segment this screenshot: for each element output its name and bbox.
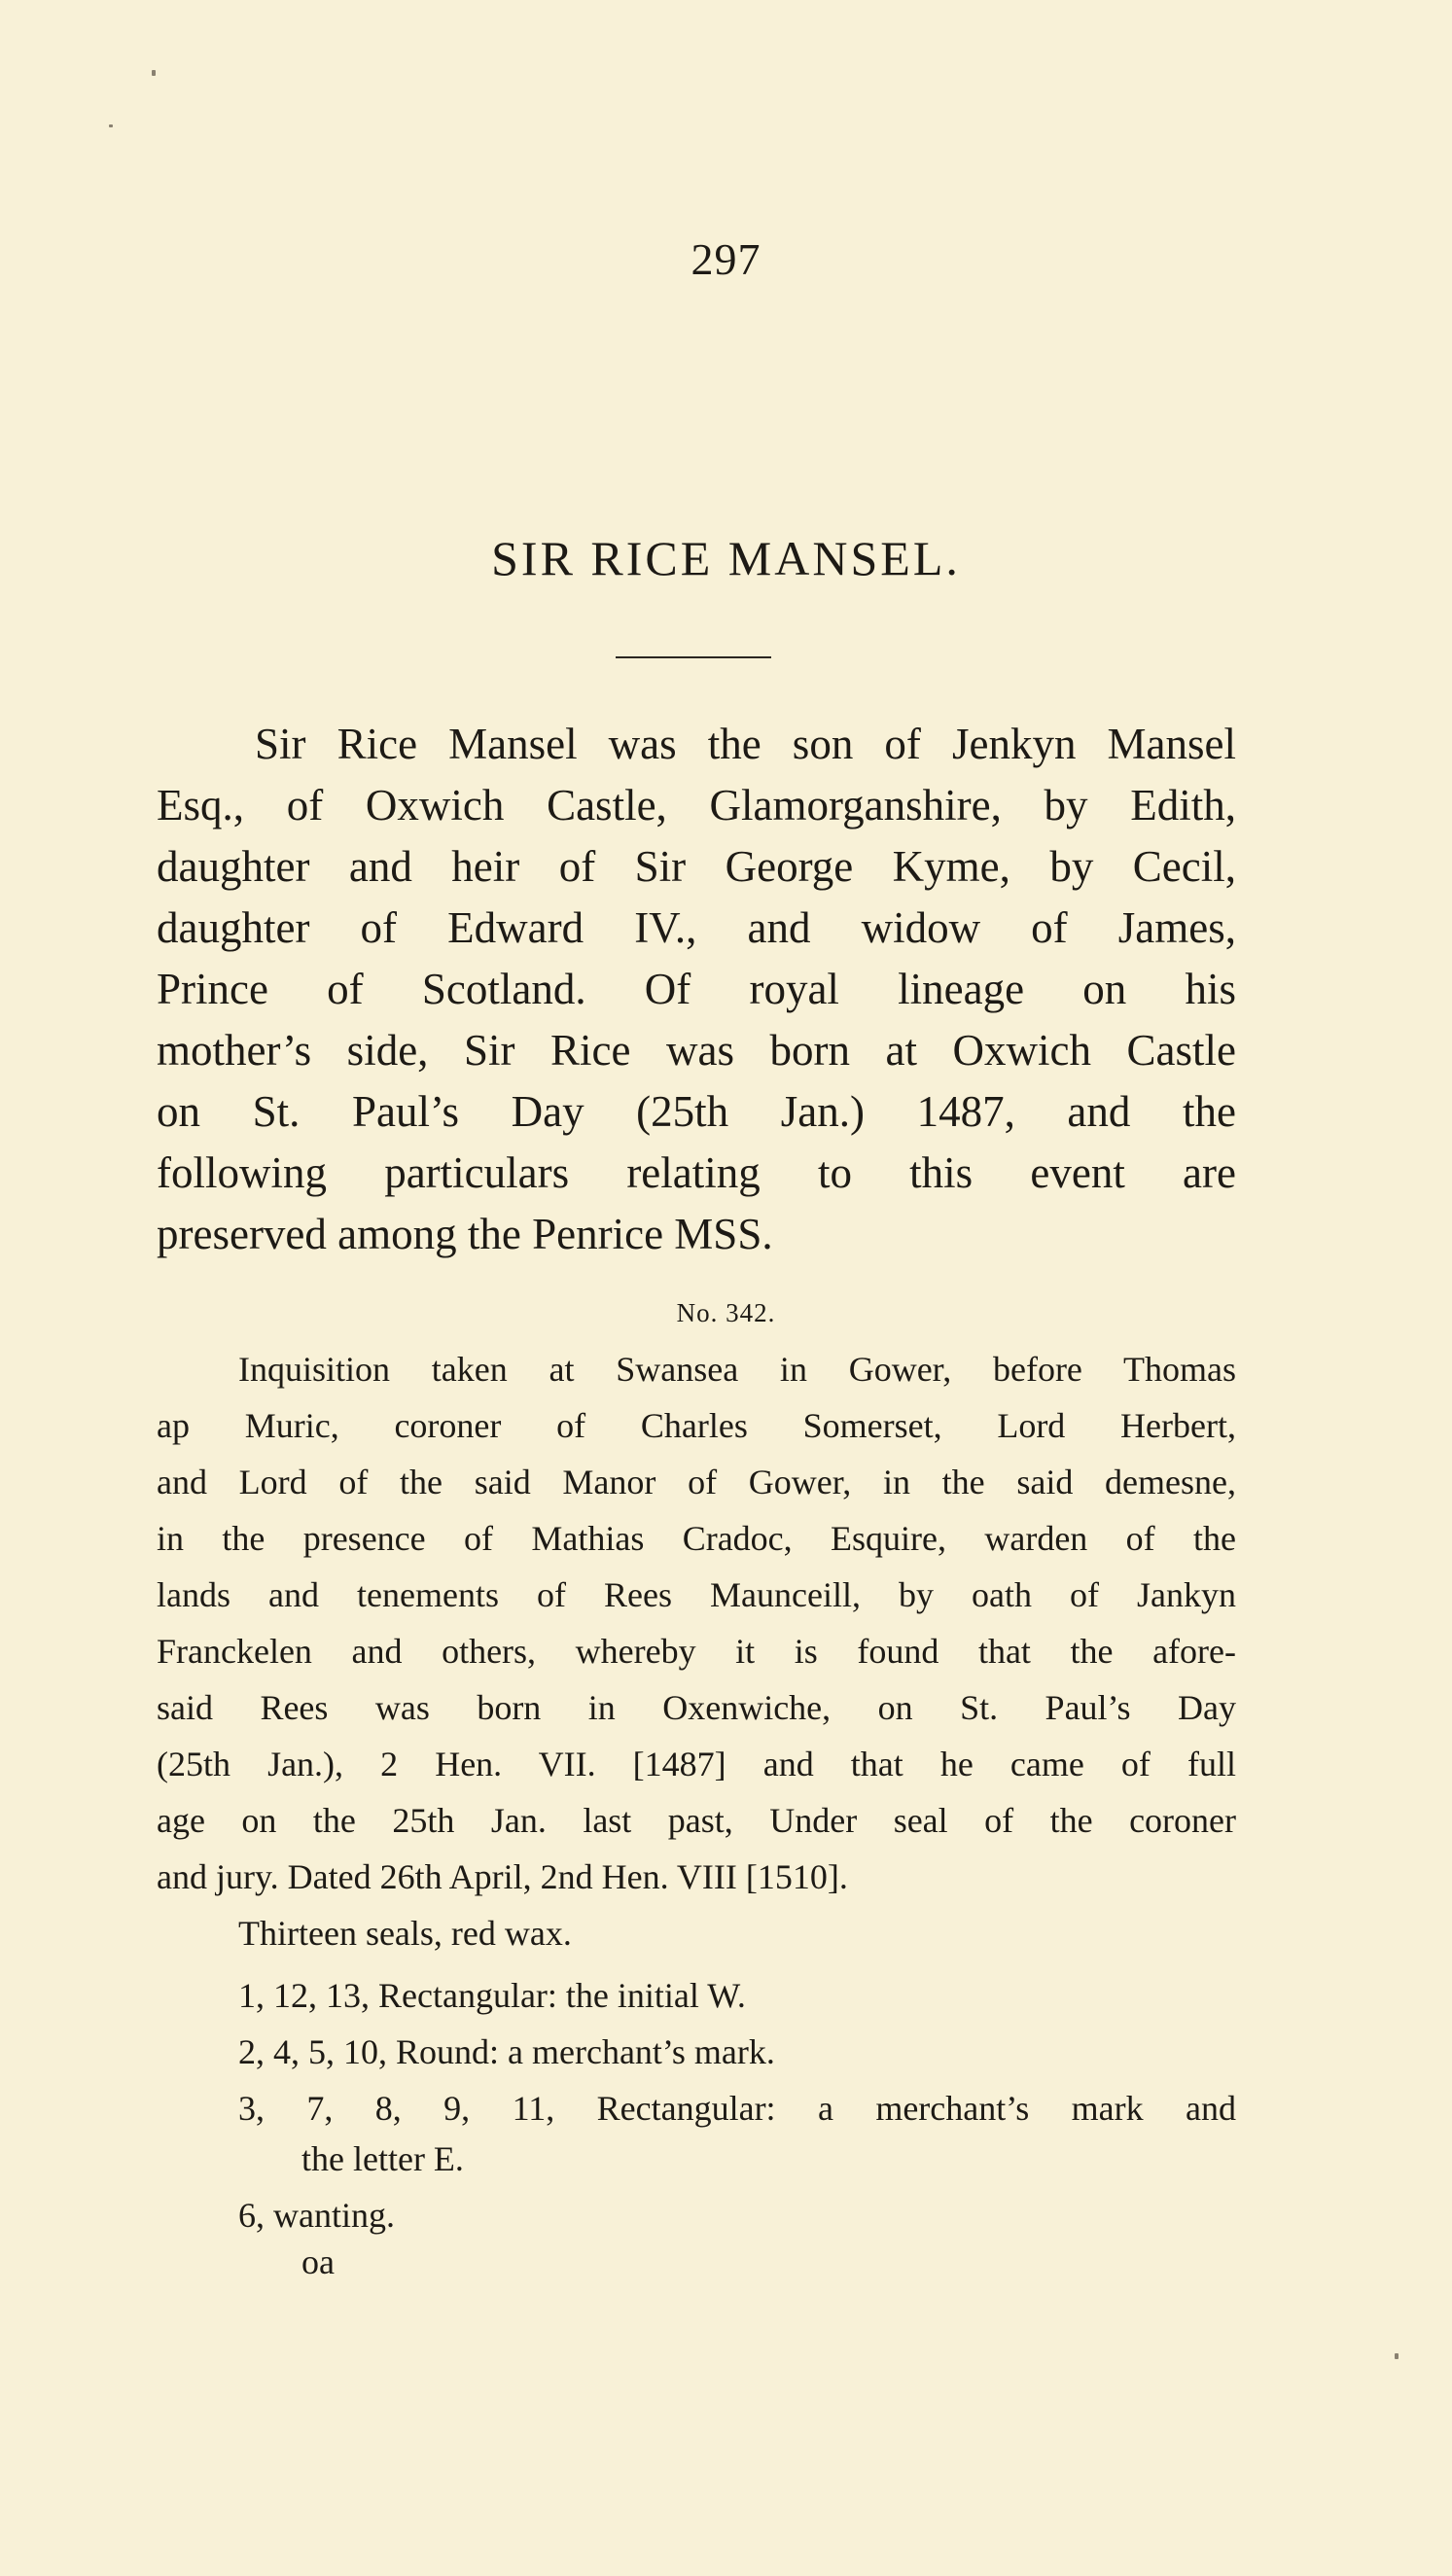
narrative-line: Sir Rice Mansel was the son of Jenkyn Mansel bbox=[255, 720, 1236, 768]
paper-speck bbox=[109, 124, 113, 127]
abstract-line: Franckelen and others, whereby it is found that the afore- bbox=[157, 1632, 1236, 1671]
narrative-line: preserved among the Penrice MSS. bbox=[157, 1210, 773, 1258]
narrative-line: Esq., of Oxwich Castle, Glamorganshire, by Edith, bbox=[157, 781, 1236, 829]
narrative-line: mother’s side, Sir Rice was born at Oxwich Castle bbox=[157, 1026, 1236, 1075]
abstract-line: ap Muric, coroner of Charles Somerset, Lord Herbert, bbox=[157, 1406, 1236, 1445]
paper-speck bbox=[1395, 2353, 1399, 2359]
seal-entry: 1, 12, 13, Rectangular: the initial W. bbox=[238, 1976, 746, 2015]
abstract-line: age on the 25th Jan. last past, Under seal of the coroner bbox=[157, 1801, 1236, 1840]
abstract-line: in the presence of Mathias Cradoc, Esquire, warden of the bbox=[157, 1519, 1236, 1558]
seal-summary: Thirteen seals, red wax. bbox=[238, 1914, 572, 1953]
narrative-line: on St. Paul’s Day (25th Jan.) 1487, and the bbox=[157, 1087, 1236, 1136]
abstract-line: and Lord of the said Manor of Gower, in the said demesne, bbox=[157, 1463, 1236, 1501]
narrative-line: Prince of Scotland. Of royal lineage on his bbox=[157, 965, 1236, 1013]
page-number: 297 bbox=[691, 234, 761, 284]
chapter-title: SIR RICE MANSEL. bbox=[491, 531, 961, 585]
seal-entry: 2, 4, 5, 10, Round: a merchant’s mark. bbox=[238, 2032, 775, 2071]
seal-entry-continuation: the letter E. bbox=[301, 2139, 464, 2178]
abstract-line: and jury. Dated 26th April, 2nd Hen. VIII [1510]. bbox=[157, 1857, 848, 1896]
seal-entry: 6, wanting. bbox=[238, 2196, 395, 2235]
printer-signature-mark: oa bbox=[301, 2242, 335, 2281]
seal-entry: 3, 7, 8, 9, 11, Rectangular: a merchant’s mark and bbox=[238, 2089, 1236, 2128]
abstract-line: lands and tenements of Rees Maunceill, by oath of Jankyn bbox=[157, 1575, 1236, 1614]
abstract-line: Inquisition taken at Swansea in Gower, before Thomas bbox=[238, 1350, 1236, 1389]
abstract-line: said Rees was born in Oxenwiche, on St. Paul’s Day bbox=[157, 1688, 1236, 1727]
document-number: No. 342. bbox=[676, 1298, 776, 1327]
narrative-line: following particulars relating to this event are bbox=[157, 1148, 1236, 1197]
narrative-line: daughter of Edward IV., and widow of James, bbox=[157, 903, 1236, 952]
paper-speck bbox=[152, 70, 156, 76]
narrative-line: daughter and heir of Sir George Kyme, by Cecil, bbox=[157, 842, 1236, 891]
title-rule bbox=[616, 656, 771, 658]
abstract-line: (25th Jan.), 2 Hen. VII. [1487] and that he came of full bbox=[157, 1745, 1236, 1783]
